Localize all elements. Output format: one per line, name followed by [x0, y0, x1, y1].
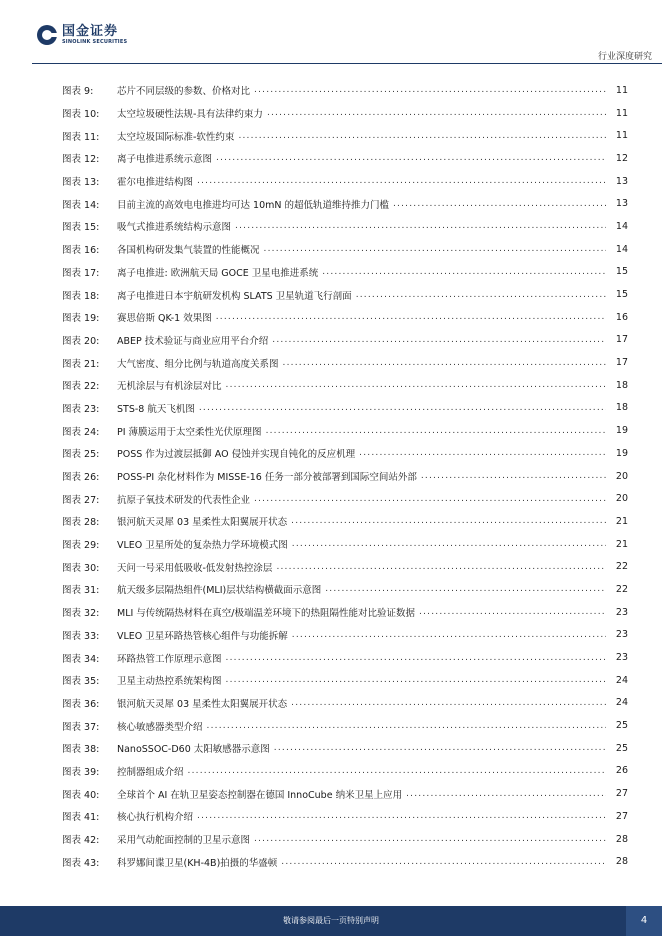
page-footer	[0, 906, 662, 936]
toc-entry-page: 20	[615, 493, 628, 505]
toc-entry-label: 图表 28:	[62, 517, 100, 529]
toc-entry-page: 14	[615, 220, 628, 232]
toc-entry-page: 23	[615, 629, 628, 641]
toc-entry[interactable]	[62, 782, 628, 805]
toc-entry-title: 目前主流的高效电电推进均可达 10mN 的超低轨道维持推力门槛	[117, 199, 389, 211]
toc-entry-label: 图表 15:	[62, 222, 100, 234]
toc-entry-label: 图表 41:	[62, 812, 100, 824]
toc-entry-title: 环路热管工作原理示意图	[117, 653, 222, 665]
toc-entry-leader	[283, 358, 606, 368]
toc-entry-leader	[254, 494, 606, 504]
toc-entry-leader	[281, 857, 606, 867]
toc-entry-leader	[188, 766, 606, 776]
toc-entry-page: 27	[615, 788, 628, 800]
toc-entry-title: STS-8 航天飞机图	[117, 403, 195, 415]
toc-entry-label: 图表 25:	[62, 449, 100, 461]
toc-entry-label: 图表 27:	[62, 494, 100, 506]
toc-entry[interactable]	[62, 578, 628, 601]
toc-entry-page: 27	[615, 810, 628, 822]
toc-entry-page: 17	[615, 334, 628, 346]
figure-index-list	[62, 79, 628, 873]
toc-entry-page: 15	[615, 289, 628, 301]
toc-entry-title: 离子电推进: 欧洲航天局 GOCE 卫星电推进系统	[117, 267, 319, 279]
toc-entry-label: 图表 34:	[62, 653, 100, 665]
toc-entry-title: 科罗娜间谍卫星(KH-4B)拍摄的华盛顿	[117, 857, 278, 869]
toc-entry-page: 16	[615, 311, 628, 323]
toc-entry-title: 各国机构研发集气装置的性能概况	[117, 245, 260, 257]
toc-entry-title: 大气密度、组分比例与轨道高度关系图	[117, 358, 279, 370]
toc-entry[interactable]	[62, 646, 628, 669]
toc-entry-leader	[267, 108, 606, 118]
toc-entry-page: 18	[615, 402, 628, 414]
toc-entry[interactable]	[62, 215, 628, 238]
toc-entry-title: 采用气动舵面控制的卫星示意图	[117, 835, 251, 847]
toc-entry-page: 25	[615, 742, 628, 754]
toc-entry[interactable]	[62, 760, 628, 783]
toc-entry-page: 15	[615, 266, 628, 278]
toc-entry-leader	[406, 789, 606, 799]
toc-entry[interactable]	[62, 669, 628, 692]
toc-entry-page: 24	[615, 697, 628, 709]
page-header	[0, 0, 662, 70]
toc-entry[interactable]	[62, 261, 628, 284]
toc-entry-label: 图表 37:	[62, 721, 100, 733]
toc-entry-title: NanoSSOC-D60 太阳敏感器示意图	[117, 744, 270, 756]
toc-entry-title: POSS 作为过渡层抵御 AO 侵蚀并实现自钝化的反应机理	[117, 449, 356, 461]
toc-entry[interactable]	[62, 533, 628, 556]
toc-entry[interactable]	[62, 351, 628, 374]
toc-entry[interactable]	[62, 397, 628, 420]
toc-entry-leader	[292, 539, 606, 549]
toc-entry-title: PI 薄膜运用于太空柔性光伏原理图	[117, 426, 262, 438]
toc-entry-page: 11	[615, 107, 628, 119]
toc-entry-leader	[226, 380, 606, 390]
toc-entry-leader	[274, 743, 606, 753]
toc-entry[interactable]	[62, 102, 628, 125]
toc-entry[interactable]	[62, 329, 628, 352]
toc-entry-leader	[254, 834, 606, 844]
toc-entry[interactable]	[62, 147, 628, 170]
toc-entry[interactable]	[62, 419, 628, 442]
toc-entry-label: 图表 10:	[62, 109, 100, 121]
toc-entry-label: 图表 13:	[62, 177, 100, 189]
toc-entry-label: 图表 35:	[62, 676, 100, 688]
toc-entry-leader	[216, 312, 606, 322]
disclaimer-note: 敬请参阅最后一页特别声明	[283, 916, 379, 925]
company-logo	[36, 24, 127, 46]
toc-entry-page: 14	[615, 243, 628, 255]
toc-entry-label: 图表 14:	[62, 199, 100, 211]
toc-entry-leader	[226, 675, 606, 685]
toc-entry[interactable]	[62, 510, 628, 533]
toc-entry-title: 霍尔电推进结构图	[117, 177, 194, 189]
toc-entry-leader	[197, 176, 606, 186]
toc-entry-title: 离子电推进日本宇航研发机构 SLATS 卫星轨道飞行剖面	[117, 290, 352, 302]
toc-entry-label: 图表 24:	[62, 426, 100, 438]
toc-entry-leader	[292, 630, 606, 640]
toc-entry-page: 17	[615, 357, 628, 369]
toc-entry-page: 11	[615, 84, 628, 96]
toc-entry-label: 图表 29:	[62, 540, 100, 552]
toc-entry[interactable]	[62, 465, 628, 488]
toc-entry-label: 图表 11:	[62, 131, 100, 143]
toc-entry-leader	[264, 244, 606, 254]
toc-entry-page: 23	[615, 652, 628, 664]
toc-entry-leader	[322, 267, 606, 277]
toc-entry[interactable]	[62, 714, 628, 737]
toc-entry-page: 25	[615, 720, 628, 732]
toc-entry-title: 全球首个 AI 在轨卫星姿态控制器在德国 InnoCube 纳米卫星上应用	[117, 789, 403, 801]
toc-entry-title: MLI 与传统隔热材料在真空/极端温差环境下的热阻隔性能对比验证数据	[117, 608, 416, 620]
toc-entry-title: 抗原子氧技术研发的代表性企业	[117, 494, 251, 506]
toc-entry-page: 11	[615, 130, 628, 142]
toc-entry-leader	[199, 403, 606, 413]
toc-entry-leader	[356, 290, 606, 300]
toc-entry-title: 离子电推进系统示意图	[117, 154, 213, 166]
toc-entry-page: 22	[615, 561, 628, 573]
toc-entry-title: 芯片不同层级的参数、价格对比	[117, 86, 251, 98]
toc-entry-label: 图表 32:	[62, 608, 100, 620]
toc-entry-title: POSS-PI 杂化材料作为 MISSE-16 任务一部分被部署到国际空间站外部	[117, 472, 417, 484]
toc-entry-leader	[291, 516, 606, 526]
toc-entry-title: 银河航天灵犀 03 星柔性太阳翼展开状态	[117, 698, 288, 710]
toc-entry-page: 18	[615, 379, 628, 391]
logo-icon	[36, 24, 58, 46]
toc-entry-page: 19	[615, 425, 628, 437]
toc-entry-label: 图表 33:	[62, 630, 100, 642]
toc-entry-label: 图表 31:	[62, 585, 100, 597]
page-number: 4	[626, 906, 662, 936]
toc-entry-title: 吸气式推进系统结构示意图	[117, 222, 232, 234]
toc-entry-label: 图表 9:	[62, 86, 94, 98]
toc-entry-label: 图表 22:	[62, 381, 100, 393]
toc-entry-title: 航天级多层隔热组件(MLI)层状结构横截面示意图	[117, 585, 322, 597]
toc-entry-label: 图表 42:	[62, 835, 100, 847]
toc-entry[interactable]	[62, 170, 628, 193]
toc-entry[interactable]	[62, 555, 628, 578]
logo-english-name: SINOLINK SECURITIES	[62, 38, 128, 45]
toc-entry-label: 图表 19:	[62, 313, 100, 325]
toc-entry-label: 图表 12:	[62, 154, 100, 166]
toc-entry-leader	[235, 221, 606, 231]
toc-entry-label: 图表 43:	[62, 857, 100, 869]
toc-entry-label: 图表 39:	[62, 766, 100, 778]
toc-entry-title: 卫星主动热控系统架构图	[117, 676, 222, 688]
toc-entry-page: 13	[615, 175, 628, 187]
toc-entry-title: VLEO 卫星所处的复杂热力学环境模式图	[117, 540, 288, 552]
toc-entry-leader	[393, 199, 606, 209]
toc-entry-title: 银河航天灵犀 03 星柔性太阳翼展开状态	[117, 517, 288, 529]
toc-entry-label: 图表 16:	[62, 245, 100, 257]
toc-entry-leader	[216, 153, 606, 163]
toc-entry[interactable]	[62, 283, 628, 306]
toc-entry[interactable]	[62, 850, 628, 873]
toc-entry-page: 26	[615, 765, 628, 777]
toc-entry[interactable]	[62, 692, 628, 715]
toc-entry-title: 控制器组成介绍	[117, 766, 184, 778]
toc-entry-label: 图表 23:	[62, 403, 100, 415]
toc-entry-label: 图表 40:	[62, 789, 100, 801]
toc-entry-page: 28	[615, 856, 628, 868]
toc-entry-leader	[266, 426, 606, 436]
toc-entry-leader	[197, 811, 606, 821]
toc-entry[interactable]	[62, 238, 628, 261]
toc-entry-page: 13	[615, 198, 628, 210]
toc-entry-page: 24	[615, 674, 628, 686]
toc-entry[interactable]	[62, 624, 628, 647]
toc-entry-label: 图表 18:	[62, 290, 100, 302]
toc-entry-leader	[419, 607, 606, 617]
toc-entry-label: 图表 17:	[62, 267, 100, 279]
toc-entry-title: 核心敏感器类型介绍	[117, 721, 203, 733]
toc-entry-label: 图表 30:	[62, 562, 100, 574]
toc-entry-page: 22	[615, 583, 628, 595]
toc-entry-title: 太空垃圾硬性法规-具有法律约束力	[117, 109, 263, 121]
toc-entry-leader	[254, 85, 606, 95]
toc-entry[interactable]	[62, 192, 628, 215]
toc-entry-title: VLEO 卫星环路热管核心组件与功能拆解	[117, 630, 288, 642]
toc-entry[interactable]	[62, 737, 628, 760]
toc-entry-page: 19	[615, 447, 628, 459]
toc-entry-title: 天问一号采用低吸收-低发射热控涂层	[117, 562, 273, 574]
toc-entry-leader	[421, 471, 606, 481]
toc-entry-page: 21	[615, 538, 628, 550]
logo-chinese-name: 国金证券	[62, 23, 119, 39]
toc-entry-page: 23	[615, 606, 628, 618]
toc-entry-leader	[359, 448, 606, 458]
toc-entry-leader	[276, 562, 606, 572]
toc-entry-leader	[325, 584, 606, 594]
toc-entry-title: 核心执行机构介绍	[117, 812, 194, 824]
toc-entry-leader	[291, 698, 606, 708]
toc-entry-title: 太空垃圾国际标准-软性约束	[117, 131, 235, 143]
toc-entry-label: 图表 38:	[62, 744, 100, 756]
toc-entry-leader	[207, 721, 606, 731]
toc-entry-title: 赛思倍斯 QK-1 效果图	[117, 313, 212, 325]
toc-entry-page: 12	[615, 152, 628, 164]
toc-entry-label: 图表 20:	[62, 335, 100, 347]
toc-entry[interactable]	[62, 828, 628, 851]
toc-entry-leader	[226, 653, 606, 663]
toc-entry[interactable]	[62, 805, 628, 828]
toc-entry-page: 28	[615, 833, 628, 845]
toc-entry-title: ABEP 技术验证与商业应用平台介绍	[117, 335, 269, 347]
toc-entry[interactable]	[62, 442, 628, 465]
toc-entry-page: 20	[615, 470, 628, 482]
toc-entry[interactable]	[62, 601, 628, 624]
toc-entry-leader	[272, 335, 606, 345]
toc-entry-label: 图表 21:	[62, 358, 100, 370]
toc-entry-page: 21	[615, 515, 628, 527]
toc-entry-title: 无机涂层与有机涂层对比	[117, 381, 222, 393]
toc-entry[interactable]	[62, 374, 628, 397]
toc-entry[interactable]	[62, 79, 628, 102]
toc-entry[interactable]	[62, 124, 628, 147]
toc-entry-leader	[238, 131, 606, 141]
toc-entry-label: 图表 26:	[62, 472, 100, 484]
toc-entry-label: 图表 36:	[62, 698, 100, 710]
report-type-label: 行业深度研究	[597, 52, 652, 62]
toc-entry[interactable]	[62, 306, 628, 329]
header-divider	[32, 63, 662, 64]
toc-entry[interactable]	[62, 487, 628, 510]
